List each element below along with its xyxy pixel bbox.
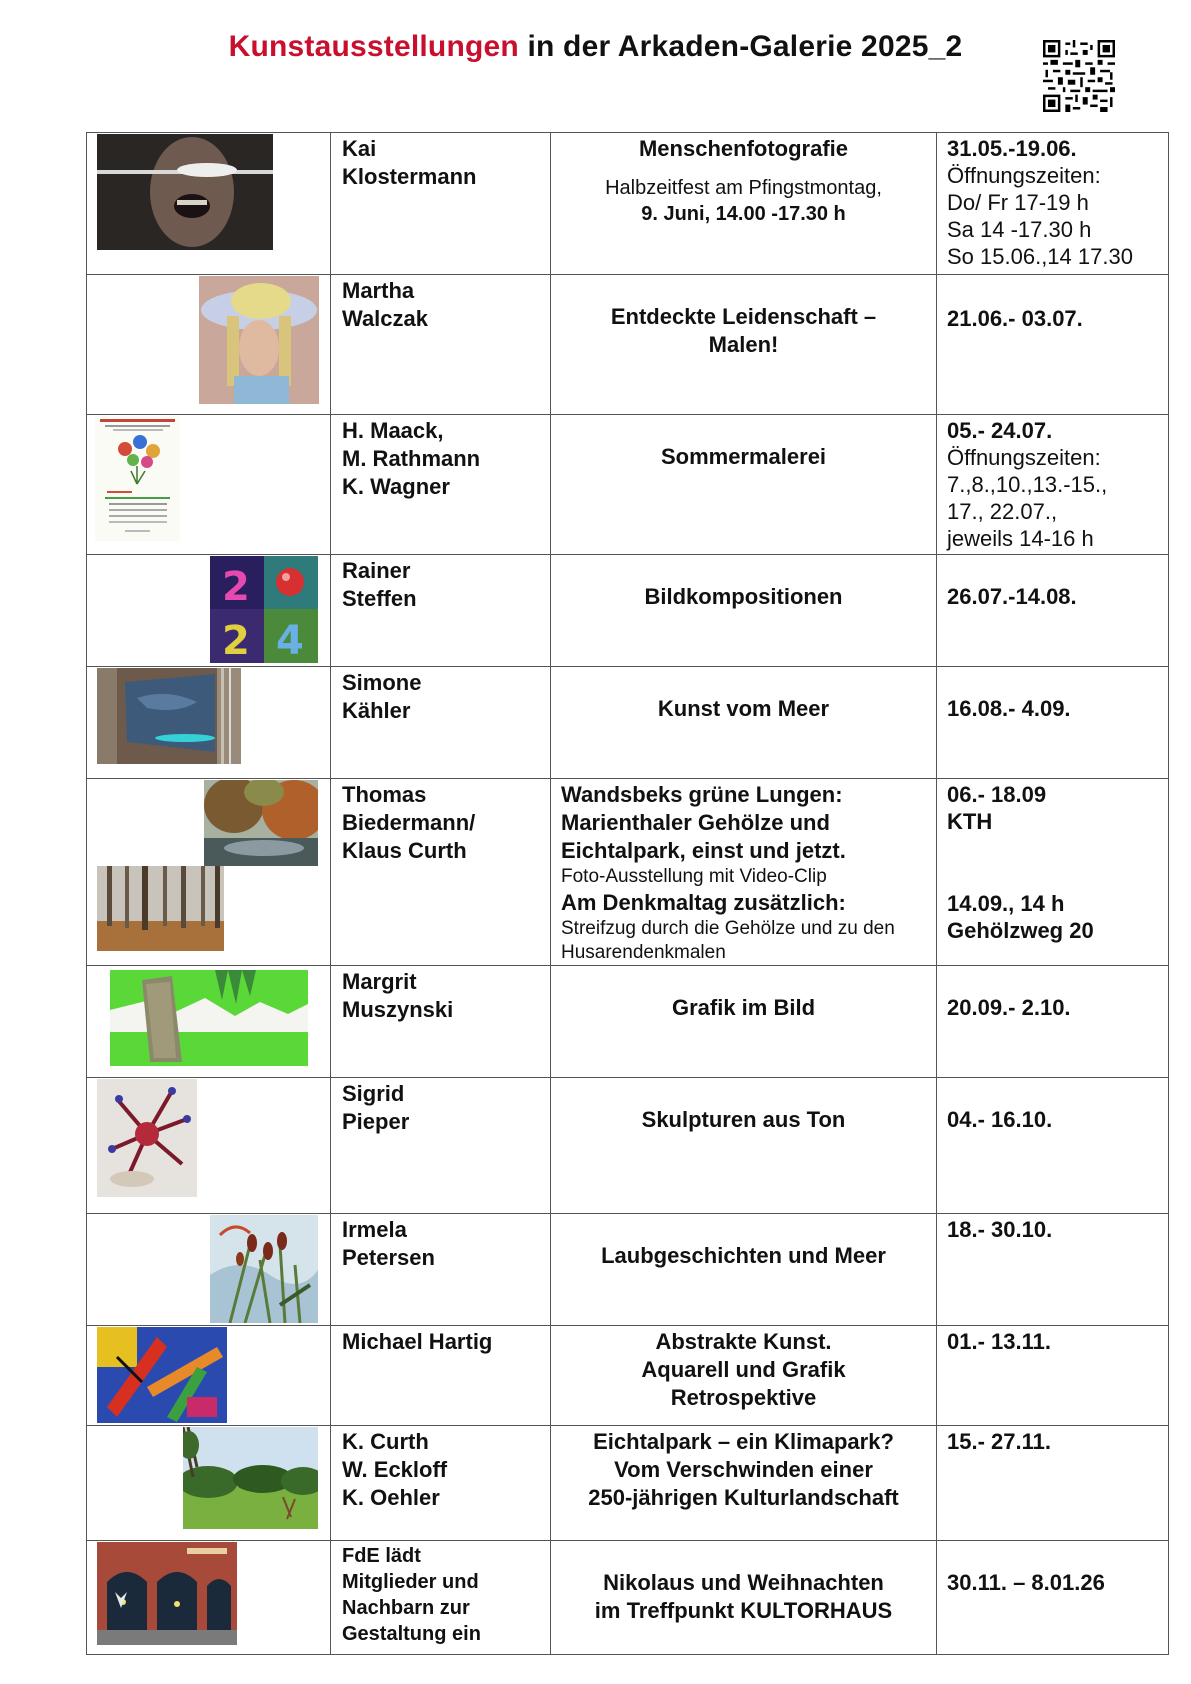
exhibition-cell xyxy=(551,133,937,275)
table-row xyxy=(87,667,1169,779)
date-cell xyxy=(937,133,1169,275)
exhibition-title-line: Eichtalpark – ein Klimapark? xyxy=(593,1429,894,1454)
date-range: 16.08.- 4.09. xyxy=(947,696,1071,721)
exhibition-title-line: Wandsbeks grüne Lungen: xyxy=(561,782,843,807)
flyer-flowers xyxy=(95,416,180,541)
sea-art-photo xyxy=(97,668,241,764)
artwork-thumbnail xyxy=(87,667,331,779)
artist-line: Kähler xyxy=(342,698,411,723)
artwork-thumbnail xyxy=(87,779,331,966)
exhibition-cell xyxy=(551,1326,937,1426)
exhibition-cell xyxy=(551,1541,937,1655)
date-line: So 15.06.,14 17.30 xyxy=(947,244,1133,269)
date-cell xyxy=(937,1326,1169,1426)
date-range: 04.- 16.10. xyxy=(947,1107,1053,1132)
artwork-thumbnail xyxy=(87,1326,331,1426)
exhibition-title-line: Abstrakte Kunst. xyxy=(655,1329,832,1354)
exhibition-cell xyxy=(551,1214,937,1326)
exhibition-title: Grafik im Bild xyxy=(671,995,816,1020)
svg-text:4: 4 xyxy=(276,618,304,663)
date-cell xyxy=(937,779,1169,966)
artist-cell xyxy=(331,133,551,275)
artist-line: Kai xyxy=(342,136,377,161)
date-range: 18.- 30.10. xyxy=(947,1217,1053,1242)
table-row xyxy=(87,415,1169,555)
artist-cell xyxy=(331,667,551,779)
date-range: 26.07.-14.08. xyxy=(947,584,1077,609)
artist-line: Steffen xyxy=(342,586,417,611)
date-range: 01.- 13.11. xyxy=(947,1329,1051,1354)
exhibition-title: Bildkompositionen xyxy=(644,584,843,609)
date-cell xyxy=(937,555,1169,667)
artwork-thumbnail xyxy=(87,415,331,555)
title-black-part: in der Arkaden-Galerie 2025_2 xyxy=(518,30,963,63)
date-line: Do/ Fr 17-19 h xyxy=(947,190,1089,215)
exhibition-title-line: 250-jährigen Kulturlandschaft xyxy=(588,1485,899,1510)
exhibition-subtitle: Husarendenkmalen xyxy=(561,942,726,963)
artist-cell xyxy=(331,1426,551,1541)
green-graphic xyxy=(110,970,308,1066)
date-range: 06.- 18.09 xyxy=(947,782,1047,807)
date-cell xyxy=(937,415,1169,555)
park-photo-autumn xyxy=(204,780,318,866)
artwork-thumbnail xyxy=(87,133,331,275)
exhibition-title: Kunst vom Meer xyxy=(657,696,830,721)
table-row xyxy=(87,966,1169,1078)
table-row xyxy=(87,1541,1169,1655)
artist-line: K. Oehler xyxy=(342,1485,440,1510)
artist-cell xyxy=(331,1541,551,1655)
date-line: Sa 14 -17.30 h xyxy=(947,217,1092,242)
artwork-thumbnail xyxy=(87,1078,331,1214)
exhibition-cell xyxy=(551,275,937,415)
date-cell xyxy=(937,1214,1169,1326)
date-range: 14.09., 14 h xyxy=(947,891,1065,916)
date-line: jeweils 14-16 h xyxy=(947,526,1094,551)
artist-line: Rainer xyxy=(342,558,411,583)
clay-sculpture-photo xyxy=(97,1079,197,1197)
date-range: 21.06.- 03.07. xyxy=(947,306,1083,331)
artist-cell xyxy=(331,966,551,1078)
date-cell xyxy=(937,275,1169,415)
exhibition-title-line: Malen! xyxy=(708,332,779,357)
table-row xyxy=(87,1078,1169,1214)
artist-line: Mitglieder und xyxy=(342,1571,479,1593)
date-location: Gehölzweg 20 xyxy=(947,918,1094,943)
artist-line: Walczak xyxy=(342,306,429,331)
artist-line: K. Wagner xyxy=(342,474,450,499)
portrait-photo xyxy=(97,134,273,250)
table-row xyxy=(87,555,1169,667)
date-line: Öffnungszeiten: xyxy=(947,445,1101,470)
artist-line: Sigrid xyxy=(342,1081,405,1106)
artist-line: H. Maack, xyxy=(342,418,444,443)
artist-line: Simone xyxy=(342,670,422,695)
date-range: 15.- 27.11. xyxy=(947,1429,1051,1454)
date-range: 31.05.-19.06. xyxy=(947,136,1077,161)
artist-cell xyxy=(331,1078,551,1214)
title-red-part: Kunstausstellungen xyxy=(228,30,519,63)
artist-line: Martha xyxy=(342,278,415,303)
artist-line: Thomas xyxy=(342,782,427,807)
exhibition-title-line: im Treffpunkt KULTORHAUS xyxy=(594,1598,893,1623)
artwork-thumbnail xyxy=(87,966,331,1078)
artist-line: Petersen xyxy=(342,1245,435,1270)
date-cell xyxy=(937,1426,1169,1541)
table-row xyxy=(87,1214,1169,1326)
exhibition-title-line: Am Denkmaltag zusätzlich: xyxy=(561,890,846,915)
artist-line: Margrit xyxy=(342,969,417,994)
table-row xyxy=(87,1326,1169,1426)
exhibition-cell xyxy=(551,966,937,1078)
artwork-thumbnail xyxy=(87,555,331,667)
date-cell xyxy=(937,1541,1169,1655)
date-line: 7.,8.,10.,13.-15., xyxy=(947,472,1108,497)
exhibition-subtitle: Streifzug durch die Gehölze und zu den xyxy=(561,918,895,939)
artist-line: Irmela xyxy=(342,1217,407,1242)
artist-cell xyxy=(331,779,551,966)
exhibition-cell xyxy=(551,1078,937,1214)
page-title xyxy=(0,30,1191,64)
date-range: 20.09.- 2.10. xyxy=(947,995,1071,1020)
date-cell xyxy=(937,1078,1169,1214)
date-line: 17., 22.07., xyxy=(947,499,1058,524)
svg-text:2: 2 xyxy=(222,618,250,663)
date-range: 05.- 24.07. xyxy=(947,418,1053,443)
qr-code[interactable] xyxy=(1043,40,1115,112)
artwork-thumbnail xyxy=(87,275,331,415)
artist-line: Klostermann xyxy=(342,164,477,189)
painting-woman-hat xyxy=(199,276,319,404)
artist-cell xyxy=(331,275,551,415)
exhibition-title: Laubgeschichten und Meer xyxy=(601,1243,886,1268)
artist-line: M. Rathmann xyxy=(342,446,481,471)
exhibition-note: Halbzeitfest am Pfingstmontag, xyxy=(605,177,882,199)
leaf-painting xyxy=(210,1215,318,1323)
exhibition-title-line: Eichtalpark, einst und jetzt. xyxy=(561,838,846,863)
date-range: 30.11. – 8.01.26 xyxy=(947,1570,1105,1595)
artist-line: Michael Hartig xyxy=(342,1329,493,1354)
exhibition-title-line: Aquarell und Grafik xyxy=(641,1357,846,1382)
artist-cell xyxy=(331,415,551,555)
artwork-thumbnail xyxy=(87,1426,331,1541)
date-location: KTH xyxy=(947,809,993,834)
abstract-painting xyxy=(97,1327,227,1423)
exhibition-cell xyxy=(551,415,937,555)
exhibition-cell xyxy=(551,779,937,966)
exhibition-title-line: Retrospektive xyxy=(670,1385,817,1410)
exhibition-title-line: Nikolaus und Weihnachten xyxy=(603,1570,884,1595)
artist-line: Nachbarn zur xyxy=(342,1597,470,1619)
table-row xyxy=(87,779,1169,966)
park-landscape-photo xyxy=(183,1427,318,1529)
exhibition-title-line: Entdeckte Leidenschaft – xyxy=(610,304,877,329)
artwork-thumbnail xyxy=(87,1541,331,1655)
artist-line: Klaus Curth xyxy=(342,838,467,863)
exhibition-title-line: Marienthaler Gehölze und xyxy=(561,810,830,835)
exhibition-cell xyxy=(551,667,937,779)
exhibition-title: Menschenfotografie xyxy=(638,136,849,161)
exhibition-cell xyxy=(551,555,937,667)
artist-line: Biedermann/ xyxy=(342,810,476,835)
artist-line: W. Eckloff xyxy=(342,1457,448,1482)
artist-cell xyxy=(331,555,551,667)
exhibition-title: Sommermalerei xyxy=(660,444,827,469)
exhibition-cell xyxy=(551,1426,937,1541)
exhibition-note-bold: 9. Juni, 14.00 -17.30 h xyxy=(641,203,846,225)
date-cell xyxy=(937,966,1169,1078)
table-row xyxy=(87,133,1169,275)
exhibition-table xyxy=(86,132,1169,1655)
artist-line: FdE lädt xyxy=(342,1545,421,1567)
kultorhaus-arcade-photo xyxy=(97,1542,237,1645)
exhibition-title: Skulpturen aus Ton xyxy=(641,1107,846,1132)
table-row xyxy=(87,275,1169,415)
exhibition-subtitle: Foto-Ausstellung mit Video-Clip xyxy=(561,866,827,887)
artist-line: Gestaltung ein xyxy=(342,1623,481,1645)
artist-line: K. Curth xyxy=(342,1429,429,1454)
number-composition xyxy=(210,556,318,663)
artist-line: Pieper xyxy=(342,1109,410,1134)
date-line: Öffnungszeiten: xyxy=(947,163,1101,188)
table-row xyxy=(87,1426,1169,1541)
artist-line: Muszynski xyxy=(342,997,454,1022)
exhibition-title-line: Vom Verschwinden einer xyxy=(614,1457,873,1482)
artwork-thumbnail xyxy=(87,1214,331,1326)
artist-cell xyxy=(331,1326,551,1426)
svg-text:2: 2 xyxy=(222,564,250,610)
date-cell xyxy=(937,667,1169,779)
artist-cell xyxy=(331,1214,551,1326)
park-photo-forest xyxy=(97,866,224,951)
